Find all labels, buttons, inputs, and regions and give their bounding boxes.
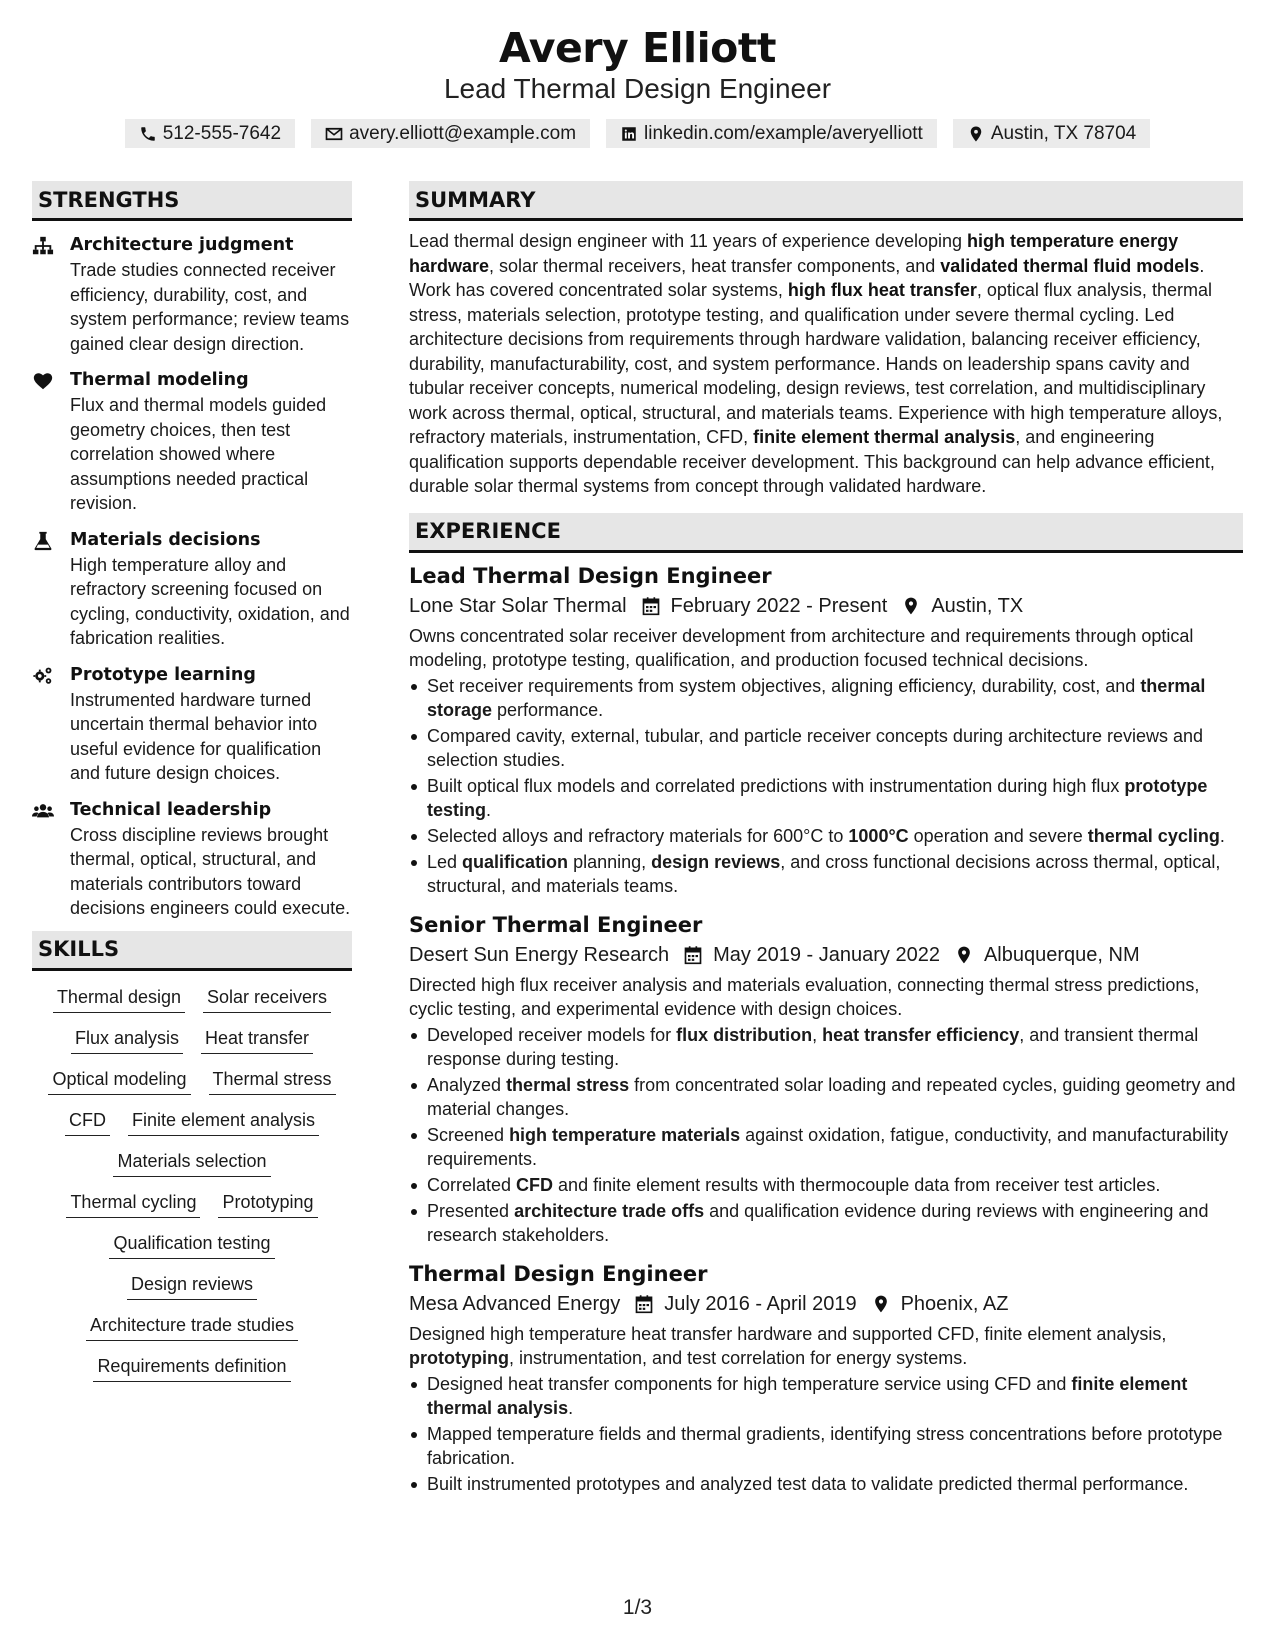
strengths-heading: STRENGTHS [32, 181, 352, 221]
left-column [32, 181, 352, 1382]
job-bullet: Presented architecture trade offs and qualification evidence during reviews with engineering and research stakeholders. [409, 1199, 1243, 1247]
skill-tag: Thermal stress [209, 1067, 336, 1095]
location-pin-icon [967, 125, 985, 143]
job-location: Albuquerque, NM [983, 943, 1140, 966]
job-meta [409, 1289, 1243, 1319]
contact-email[interactable] [311, 119, 590, 148]
candidate-title: Lead Thermal Design Engineer [443, 73, 832, 104]
skills-list [32, 985, 352, 1382]
job-company: Desert Sun Energy Research [409, 943, 670, 966]
resume-header [0, 22, 1275, 148]
strengths-list [32, 233, 352, 931]
strength-title: Architecture judgment [70, 235, 294, 255]
job-meta [409, 591, 1243, 621]
emphasis-text: thermal storage [427, 675, 1206, 720]
skill-tag: CFD [65, 1108, 110, 1136]
heart-icon [32, 370, 54, 392]
strength-item [32, 528, 352, 651]
job-bullet: Built optical flux models and correlated predictions with instrumentation during high flux prototype testing. [409, 774, 1243, 822]
strength-item [32, 798, 352, 921]
job-description: Directed high flux receiver analysis and materials evaluation, connecting thermal stress predictions, cyclic testing, and experimental evidence with design choices. [409, 974, 1200, 1019]
skills-heading: SKILLS [32, 931, 352, 971]
experience-heading: EXPERIENCE [409, 513, 1243, 553]
job-bullet: Analyzed thermal stress from concentrated solar loading and repeated cycles, guiding geometry and material changes. [409, 1073, 1243, 1121]
job-bullet: Built instrumented prototypes and analyzed test data to validate predicted thermal performance. [409, 1472, 1243, 1496]
skill-tag: Flux analysis [71, 1026, 183, 1054]
location-pin-icon [901, 596, 921, 616]
gears-icon [32, 665, 54, 687]
envelope-icon [325, 125, 343, 143]
calendar-icon [641, 596, 661, 616]
contact-phone-text: 512-555-7642 [162, 122, 282, 144]
emphasis-text: architecture trade offs [514, 1200, 705, 1221]
emphasis-text: 1000°C [848, 825, 909, 846]
skill-tag: Qualification testing [109, 1231, 274, 1259]
job-location: Phoenix, AZ [900, 1292, 1009, 1315]
contact-location-text: Austin, TX 78704 [990, 122, 1137, 144]
job-entry [409, 910, 1243, 1247]
location-pin-icon [954, 945, 974, 965]
summary-heading: SUMMARY [409, 181, 1243, 221]
job-title: Thermal Design Engineer [409, 1261, 708, 1286]
contact-bar [0, 119, 1275, 148]
emphasis-text: design reviews [651, 851, 781, 872]
job-bullet: Led qualification planning, design reviews, and cross functional decisions across thermal, optical, structural, and materials teams. [409, 850, 1243, 898]
job-bullets [409, 1023, 1243, 1247]
job-bullets [409, 1372, 1243, 1496]
contact-linkedin[interactable] [606, 119, 937, 148]
emphasis-text: high flux heat transfer [787, 280, 977, 300]
skill-tag: Materials selection [113, 1149, 270, 1177]
strength-item [32, 663, 352, 786]
job-company: Mesa Advanced Energy [409, 1292, 621, 1315]
emphasis-text: prototyping [409, 1348, 509, 1368]
emphasis-text: thermal stress [506, 1074, 630, 1095]
contact-email-text[interactable]: avery.elliott@example.com [349, 122, 577, 144]
job-bullet: Mapped temperature fields and thermal gradients, identifying stress concentrations before prototype fabrication. [409, 1422, 1243, 1470]
contact-phone [125, 119, 295, 148]
strength-title: Prototype learning [70, 664, 256, 685]
users-icon [32, 800, 54, 822]
job-company: Lone Star Solar Thermal [409, 594, 627, 617]
calendar-icon [634, 1294, 654, 1314]
emphasis-text: finite element thermal analysis [427, 1373, 1188, 1418]
job-entry [409, 561, 1243, 898]
job-bullet: Designed heat transfer components for high temperature service using CFD and finite element thermal analysis. [409, 1372, 1243, 1420]
phone-icon [139, 125, 157, 143]
strength-title: Materials decisions [70, 529, 261, 550]
location-pin-icon [871, 1294, 891, 1314]
skill-tag: Requirements definition [93, 1354, 290, 1382]
job-dates: May 2019 - January 2022 [713, 943, 940, 966]
emphasis-text: thermal cycling [1087, 825, 1220, 846]
job-dates: July 2016 - April 2019 [664, 1292, 857, 1315]
job-title: Lead Thermal Design Engineer [409, 563, 772, 588]
job-bullet: Correlated CFD and finite element results with thermocouple data from receiver test articles. [409, 1173, 1243, 1197]
emphasis-text: validated thermal fluid models [940, 255, 1200, 276]
emphasis-text: prototype testing [427, 775, 1208, 820]
strength-desc: Instrumented hardware turned uncertain thermal behavior into useful evidence for qualification and future design choices. [70, 689, 322, 783]
job-description: Designed high temperature heat transfer hardware and supported CFD, finite element analysis, prototyping, instrumentation, and test correlation for energy systems. [409, 1323, 1167, 1368]
skill-tag: Heat transfer [201, 1026, 313, 1054]
strength-desc: Trade studies connected receiver efficiency, durability, cost, and system performance; review teams gained clear design direction. [70, 260, 350, 354]
skill-tag: Architecture trade studies [86, 1313, 298, 1341]
job-bullet: Developed receiver models for flux distribution, heat transfer efficiency, and transient thermal response during testing. [409, 1023, 1243, 1071]
skill-tag: Finite element analysis [128, 1108, 319, 1136]
contact-location [953, 119, 1150, 148]
skill-tag: Design reviews [127, 1272, 257, 1300]
summary-text: Lead thermal design engineer with 11 years of experience developing high temperature energy hardware, solar thermal receivers, heat transfer components, and validated thermal fluid models. Work has covered concentrated solar systems, high flux heat transfer, optical flux analysis, thermal stress, materials selection, prototype testing, and qualification under severe thermal cycling. Led architecture decisions from requirements through hardware validation, balancing receiver efficiency, durability, manufacturability, cost, and system performance. Hands on leadership spans cavity and tubular receiver concepts, numerical modeling, design reviews, test correlation, and multidisciplinary work across thermal, optical, structural, and materials teams. Experience with high temperature alloys, refractory materials, instrumentation, CFD, finite element thermal analysis, and engineering qualification supports dependable receiver development. This background can help advance efficient, durable solar thermal systems from concept through validated hardware. [409, 231, 1223, 496]
right-column [409, 181, 1243, 1498]
skill-tag: Optical modeling [48, 1067, 190, 1095]
job-bullet: Set receiver requirements from system objectives, aligning efficiency, durability, cost, and thermal storage performance. [409, 674, 1243, 722]
skill-tag: Thermal design [53, 985, 185, 1013]
emphasis-text: flux distribution [676, 1024, 813, 1045]
emphasis-text: high temperature materials [509, 1124, 741, 1145]
strength-desc: High temperature alloy and refractory screening focused on cycling, conductivity, oxidation, and fabrication realities. [70, 554, 350, 648]
strength-title: Thermal modeling [70, 370, 249, 390]
strength-title: Technical leadership [70, 799, 272, 820]
linkedin-icon [620, 125, 638, 143]
job-bullet: Compared cavity, external, tubular, and particle receiver concepts during architecture reviews and selection studies. [409, 724, 1243, 772]
emphasis-text: CFD [516, 1174, 554, 1195]
emphasis-text: finite element thermal analysis [753, 427, 1016, 447]
strength-item [32, 368, 352, 516]
candidate-name: Avery Elliott [498, 24, 777, 72]
job-entry [409, 1259, 1243, 1496]
skill-tag: Prototyping [218, 1190, 317, 1218]
strength-desc: Flux and thermal models guided geometry choices, then test correlation showed where assumptions needed practical revision. [70, 395, 327, 513]
flask-icon [32, 530, 54, 552]
contact-linkedin-text[interactable]: linkedin.com/example/averyelliott [644, 122, 923, 144]
skill-tag: Solar receivers [203, 985, 331, 1013]
job-bullet: Selected alloys and refractory materials for 600°C to 1000°C operation and severe thermal cycling. [409, 824, 1243, 848]
job-meta [409, 940, 1243, 970]
page-number: 1/3 [622, 1596, 653, 1619]
job-location: Austin, TX [931, 594, 1024, 617]
calendar-icon [683, 945, 703, 965]
job-bullets [409, 674, 1243, 898]
strength-desc: Cross discipline reviews brought thermal, optical, structural, and materials contributors toward decisions engineers could execute. [70, 824, 351, 918]
skill-tag: Thermal cycling [66, 1190, 200, 1218]
job-description: Owns concentrated solar receiver development from architecture and requirements through optical modeling, prototype testing, qualification, and production focused technical decisions. [409, 625, 1194, 670]
emphasis-text: high temperature energy hardware [409, 231, 1179, 276]
job-title: Senior Thermal Engineer [409, 912, 703, 937]
emphasis-text: heat transfer efficiency [822, 1024, 1020, 1045]
strength-item [32, 233, 352, 356]
job-dates: February 2022 - Present [670, 594, 888, 617]
sitemap-icon [32, 235, 54, 257]
emphasis-text: qualification [462, 851, 569, 872]
job-bullet: Screened high temperature materials against oxidation, fatigue, conductivity, and manufacturability requirements. [409, 1123, 1243, 1171]
